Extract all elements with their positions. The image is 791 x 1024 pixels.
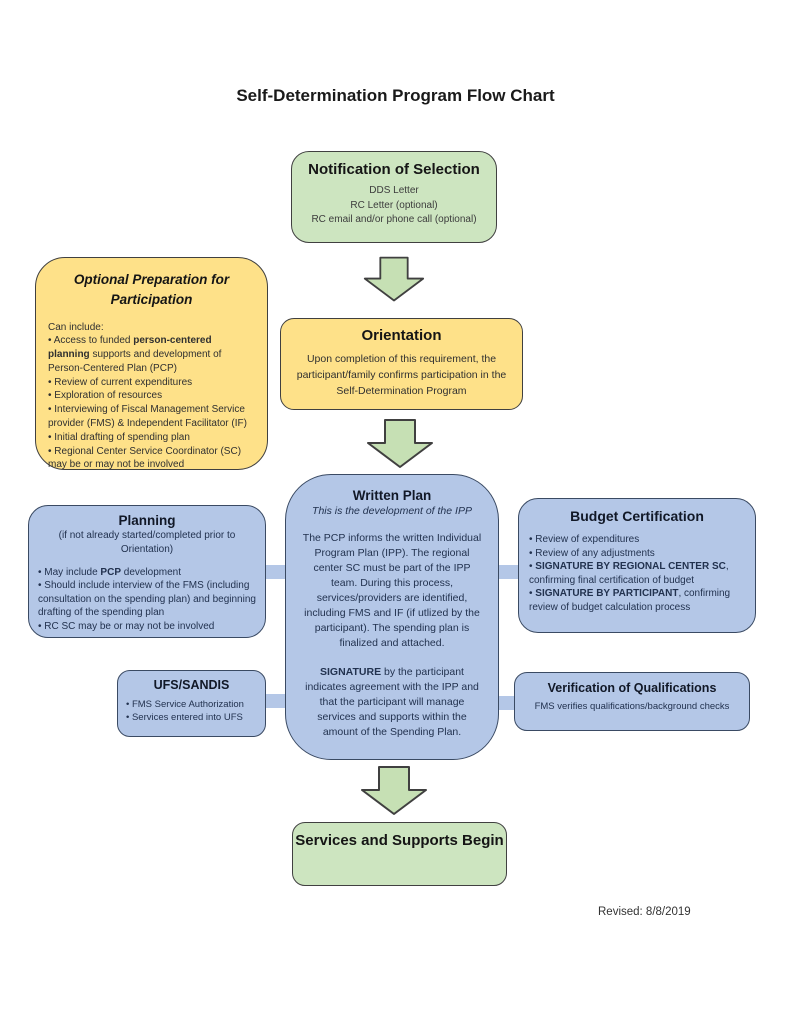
bullet-item: • RC SC may be or may not be involved bbox=[38, 620, 256, 633]
down-arrow-icon bbox=[366, 419, 434, 469]
ufs-sandis-box bbox=[117, 670, 266, 737]
page-title: Self-Determination Program Flow Chart bbox=[236, 86, 555, 105]
optional-preparation-bullets bbox=[48, 334, 255, 472]
notification-line: RC email and/or phone call (optional) bbox=[311, 214, 477, 225]
orientation-body: Upon completion of this requirement, the participant/family confirms participation in the Self-Determination Program bbox=[296, 353, 507, 397]
notification-of-selection-box bbox=[291, 151, 497, 243]
orientation-box bbox=[280, 318, 523, 410]
written-plan-subtitle: This is the development of the IPP bbox=[312, 505, 472, 517]
notification-line: DDS Letter bbox=[369, 185, 419, 196]
optional-preparation-box bbox=[35, 257, 268, 470]
planning-bullets bbox=[29, 566, 265, 633]
services-and-supports-begin-box bbox=[292, 822, 507, 886]
bullet-item: • Review of current expenditures bbox=[48, 376, 255, 390]
planning-subtitle: (if not already started/completed prior to Orientation) bbox=[58, 530, 236, 555]
budget-certification-bullets bbox=[519, 533, 755, 615]
written-plan-title: Written Plan bbox=[352, 488, 432, 503]
notification-lines bbox=[292, 184, 496, 228]
planning-box bbox=[28, 505, 266, 638]
optional-preparation-title: Optional Preparation for Participation bbox=[73, 272, 230, 308]
written-plan-paragraph-1: The PCP informs the written Individual Program Plan (IPP). The regional center SC must be part of the IPP team. During this process, services/providers are identified, including FMS and IF (if utlized by the participant). The spending plan is finalized and attached. bbox=[302, 532, 482, 649]
bullet-item: • Access to funded person-centered planning supports and development of Person-Centered Plan (PCP) bbox=[48, 334, 255, 375]
written-plan-box bbox=[285, 474, 499, 760]
bullet-item: • SIGNATURE BY PARTICIPANT, confirming review of budget calculation process bbox=[529, 587, 745, 614]
verification-body: FMS verifies qualifications/background checks bbox=[534, 701, 730, 712]
bullet-item: • FMS Service Authorization bbox=[126, 698, 257, 711]
notification-line: RC Letter (optional) bbox=[350, 199, 438, 211]
bullet-item: • Review of expenditures bbox=[529, 533, 745, 547]
bullet-item: • May include PCP development bbox=[38, 566, 256, 579]
down-arrow-icon bbox=[363, 256, 425, 303]
bullet-item: • Review of any adjustments bbox=[529, 547, 745, 561]
services-begin-title: Services and Supports Begin bbox=[295, 832, 504, 849]
bullet-item: • SIGNATURE BY REGIONAL CENTER SC, confirming final certification of budget bbox=[529, 560, 745, 587]
verification-title: Verification of Qualifications bbox=[547, 681, 717, 695]
verification-of-qualifications-box bbox=[514, 672, 750, 731]
bullet-item: • Interviewing of Fiscal Management Service provider (FMS) & Independent Facilitator (IF) bbox=[48, 403, 255, 431]
ufs-sandis-title: UFS/SANDIS bbox=[153, 678, 230, 692]
bullet-item: • Services entered into UFS bbox=[126, 711, 257, 724]
bullet-item: • Should include interview of the FMS (including consultation on the spending plan) and beginning drafting of the spending plan bbox=[38, 579, 256, 619]
orientation-title: Orientation bbox=[361, 327, 442, 344]
revised-date-label: Revised: 8/8/2019 bbox=[598, 906, 691, 918]
down-arrow-icon bbox=[360, 765, 428, 817]
notification-title: Notification of Selection bbox=[308, 161, 480, 178]
ufs-sandis-bullets bbox=[118, 698, 265, 725]
optional-preparation-body bbox=[36, 321, 267, 473]
bullet-item: • Initial drafting of spending plan bbox=[48, 431, 255, 445]
written-plan-paragraph-2: SIGNATURE by the participant indicates agreement with the IPP and that the participant will manage services and supports within the amount of the Spending Plan. bbox=[305, 666, 479, 738]
optional-preparation-intro: Can include: bbox=[48, 321, 104, 333]
budget-certification-title: Budget Certification bbox=[570, 508, 704, 524]
bullet-item: • Exploration of resources bbox=[48, 389, 255, 403]
planning-title: Planning bbox=[118, 513, 176, 528]
bullet-item: • Regional Center Service Coordinator (SC) may be or may not be involved bbox=[48, 445, 255, 473]
budget-certification-box bbox=[518, 498, 756, 633]
